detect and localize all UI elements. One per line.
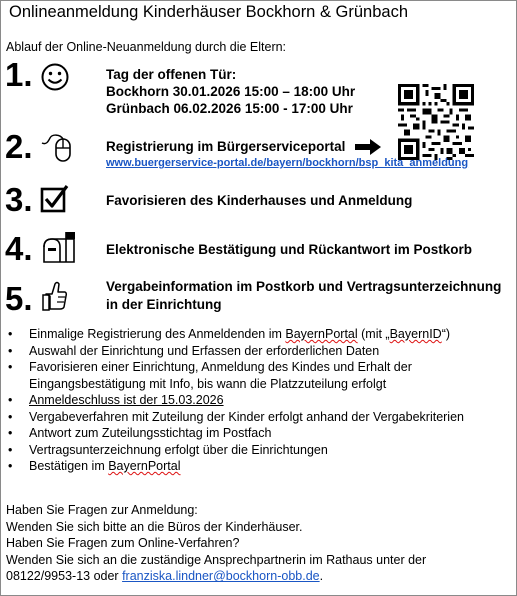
footer-line: Wenden Sie sich an die zuständige Ansprechpartnerin im Rathaus unter der [6,552,427,567]
step-2-line-1: Registrierung im Bürgerserviceportal [106,139,346,154]
footer-line: Haben Sie Fragen zum Online-Verfahren? [6,536,240,551]
checkbox-icon [40,184,70,214]
list-item [6,392,511,409]
step-4-number: 4. [5,230,33,267]
list-item: • Vertragsunterzeichnung erfolgt über die Einrichtungen [6,442,511,459]
footer-line [6,568,511,585]
step-5-number: 5. [5,280,33,317]
step-1-line-2: Bockhorn 30.01.2026 15:00 – 18:00 Uhr [106,84,356,99]
contact-footer [6,502,511,585]
arrow-right-icon [355,139,381,155]
step-3-number: 3. [5,181,33,218]
footer-line: Wenden Sie sich bitte an die Büros der Kinderhäuser. [6,519,303,534]
qr-code[interactable] [398,84,474,160]
bullet-text: Eingangsbestätigung mit Info, bis wann die Platzzuteilung erfolgt [29,376,387,391]
spellcheck-word: BayernPortal [108,459,181,473]
step-5-line-2: in der Einrichtung [106,297,222,312]
list-item [6,359,511,392]
thumbs-up-icon [40,280,68,312]
bullet-text: (mit „ [357,327,390,341]
info-bullet-list [6,326,511,475]
bullet-text: Favorisieren einer Einrichtung, Anmeldung des Kindes und Erhalt der [29,360,412,374]
mailbox-icon [40,230,80,264]
list-item: • Vergabeverfahren mit Zuteilung der Kinder erfolgt anhand der Vergabekriterien [6,409,511,426]
list-item: • Antwort zum Zuteilungsstichtag im Postfach [6,425,511,442]
step-1-number: 1. [5,56,33,93]
smiley-icon [40,62,70,92]
email-link[interactable]: franziska.lindner@bockhorn-obb.de [122,569,320,584]
list-item [6,458,511,475]
buergerservice-portal-link[interactable]: www.buergerservice-portal.de/bayern/bockhorn/bsp_kita_anmeldung [106,157,469,169]
footer-text: . [319,569,324,584]
page-title: Onlineanmeldung Kinderhäuser Bockhorn & Grünbach [9,3,408,21]
intro-text: Ablauf der Online-Neuanmeldung durch die Eltern: [6,40,287,54]
list-item [6,326,511,343]
phone-text: 08122/9953-13 oder [6,569,123,584]
step-1-line-1: Tag der offenen Tür: [106,67,237,82]
bullet-text: Bestätigen im [29,459,109,473]
mouse-icon [40,133,76,165]
spellcheck-word: BayernID [389,327,442,341]
step-4-line-1: Elektronische Bestätigung und Rückantwort im Postkorb [106,242,473,257]
step-5-line-1: Vergabeinformation im Postkorb und Vertragsunterzeichnung [106,279,502,294]
footer-line: Haben Sie Fragen zur Anmeldung: [6,503,198,517]
spellcheck-word: BayernPortal [285,327,358,341]
bullet-text: “) [441,327,451,341]
list-item: • Auswahl der Einrichtung und Erfassen der erforderlichen Daten [6,343,511,360]
step-3-line-1: Favorisieren des Kinderhauses und Anmeldung [106,193,413,208]
bullet-text: Einmalige Registrierung des Anmeldenden im [29,327,286,341]
deadline-text: Anmeldeschluss ist der 15.03.2026 [29,393,224,407]
step-2-number: 2. [5,128,33,165]
step-1-line-3: Grünbach 06.02.2026 15:00 - 17:00 Uhr [106,101,353,116]
